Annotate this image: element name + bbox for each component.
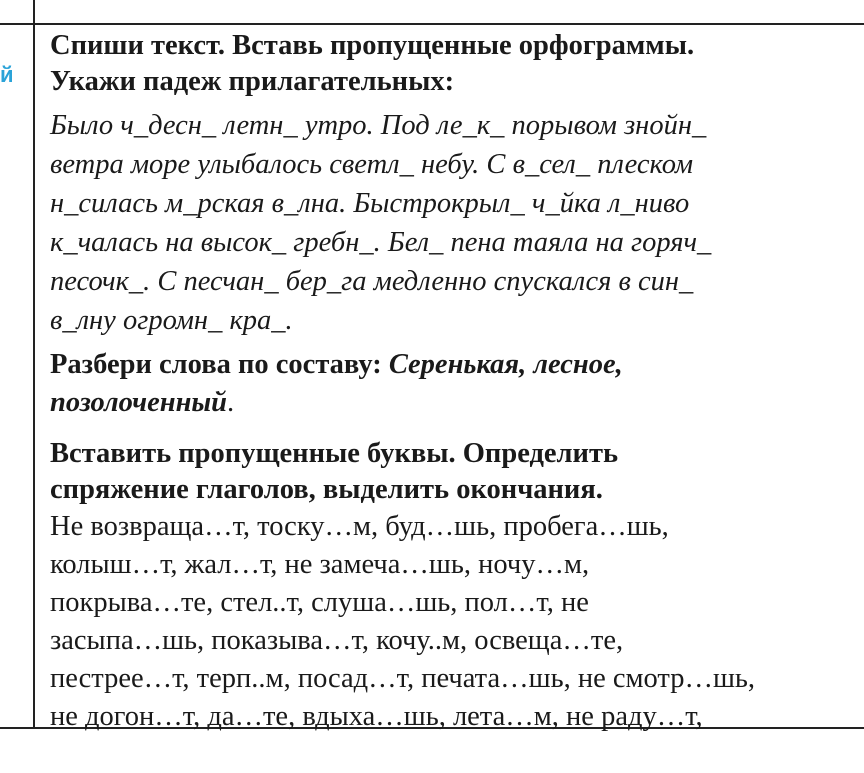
task1-text-line: н_силась м_рская в_лна. Быстрокрыл_ ч_йка л_ниво (50, 188, 690, 219)
left-column-text-fragment: й (0, 62, 14, 87)
task2-line (50, 346, 862, 384)
task1-heading (50, 28, 862, 100)
table-column-divider (33, 0, 35, 729)
task-cell (50, 28, 862, 736)
task3-heading (50, 436, 862, 508)
task3-text-line: не догон…т, да…те, вдыха…шь, лета…м, не раду…т, (50, 701, 703, 732)
task3-text-line: колыш…т, жал…т, не замеча…шь, ночу…м, (50, 549, 590, 580)
task1-text-line: ветра море улыбалось светл_ небу. С в_сел_ плеском (50, 149, 694, 180)
task3-heading-line: спряжение глаголов, выделить окончания. (50, 474, 603, 505)
table-top-border (0, 23, 864, 25)
task2-label: Разбери слова по составу: (50, 349, 382, 380)
task3-heading-line: Вставить пропущенные буквы. Определить (50, 438, 619, 469)
task3-text-line: Не возвраща…т, тоску…м, буд…шь, пробега…шь, (50, 511, 669, 542)
task3-text-line: покрыва…те, стел..т, слуша…шь, пол…т, не (50, 587, 589, 618)
task1-heading-line: Спиши текст. Вставь пропущенные орфограммы. (50, 30, 695, 61)
task1-text-line: в_лну огромн_ кра_. (50, 305, 293, 336)
task3-text-line: пестрее…т, терп..м, посад…т, печата…шь, не смотр…шь, (50, 663, 756, 694)
task1-text (50, 106, 862, 340)
task3-text-line: засыпа…шь, показыва…т, кочу..м, освеща…те, (50, 625, 624, 656)
task2-words: Серенькая, лесное, (388, 349, 623, 380)
task1-text-line: песочк_. С песчан_ бер_га медленно спускался в син_ (50, 266, 694, 297)
task3-text (50, 508, 862, 736)
task2 (50, 346, 862, 422)
task2-line (50, 384, 862, 422)
task1-text-line: к_чалась на высок_ гребн_. Бел_ пена таяла на горяч_ (50, 227, 712, 258)
task1-heading-line: Укажи падеж прилагательных: (50, 66, 455, 97)
task2-words: позолоченный (50, 387, 228, 418)
task1-text-line: Было ч_десн_ летн_ утро. Под ле_к_ порывом знойн_ (50, 110, 707, 141)
task2-end-punct: . (227, 387, 235, 418)
